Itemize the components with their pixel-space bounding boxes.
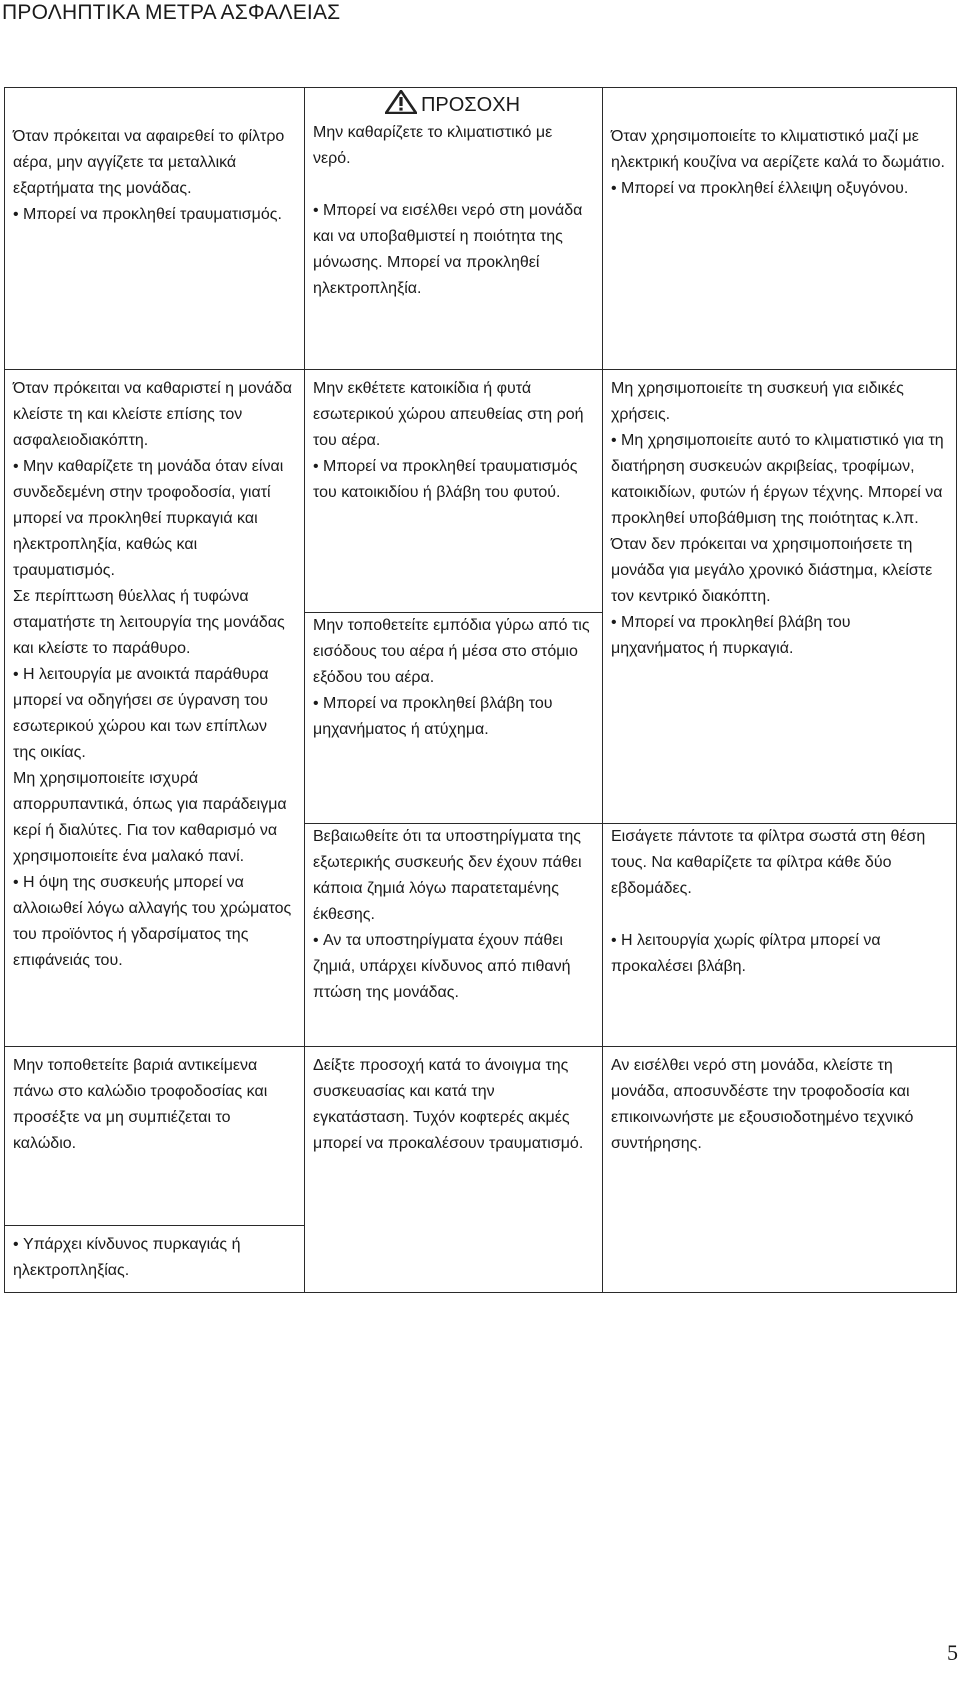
cell-text: Όταν χρησιμοποιείτε το κλιματιστικό μαζί με ηλεκτρική κουζίνα να αερίζετε καλά το δωμάτιο. [611, 128, 945, 171]
table-cell [5, 370, 305, 1047]
cell-text: Αν εισέλθει νερό στη μονάδα, κλείστε τη μονάδα, αποσυνδέστε την τροφοδοσία και επικοινωνήστε με εξουσιοδοτημένο τεχνικό συντήρησης. [611, 1057, 914, 1152]
cell-text: Όταν πρόκειται να αφαιρεθεί το φίλτρο αέρα, μην αγγίζετε τα μεταλλικά εξαρτήματα της μονάδας. [13, 128, 285, 197]
warning-label: ΠΡΟΣΟΧΗ [420, 94, 521, 116]
table-cell [5, 88, 305, 370]
table-cell [305, 824, 603, 1047]
table-cell [305, 1047, 603, 1293]
cell-text: Μην καθαρίζετε το κλιματιστικό με νερό. [313, 124, 553, 167]
cell-text: Βεβαιωθείτε ότι τα υποστηρίγματα της εξωτερικής συσκευής δεν έχουν πάθει κάποια ζημιά λόγω παρατεταμένης έκθεσης. [313, 828, 582, 923]
table-row [5, 1047, 957, 1226]
safety-table [4, 87, 957, 1293]
cell-bullet: • Αν τα υποστηρίγματα έχουν πάθει ζημιά, υπάρχει κίνδυνος από πιθανή πτώση της μονάδας. [313, 928, 592, 1006]
cell-bullet: • Μπορεί να προκληθεί βλάβη του μηχανήματος ή ατύχημα. [313, 691, 592, 743]
table-row [5, 88, 957, 370]
cell-text: Δείξτε προσοχή κατά το άνοιγμα της συσκευασίας και κατά την εγκατάσταση. Τυχόν κοφτερές ακμές μπορεί να προκαλέσουν τραυματισμό. [313, 1057, 584, 1152]
table-cell [603, 88, 957, 370]
cell-text: Μην τοποθετείτε εμπόδια γύρω από τις εισόδους του αέρα ή μέσα στο στόμιο εξόδου του αέρα. [313, 617, 590, 686]
cell-text: Όταν δεν πρόκειται να χρησιμοποιήσετε τη μονάδα για μεγάλο χρονικό διάστημα, κλείστε τον κεντρικό διακόπτη. [611, 536, 933, 605]
table-cell [5, 1047, 305, 1226]
table-cell [305, 88, 603, 370]
table-cell [5, 1226, 305, 1293]
cell-text: Σε περίπτωση θύελλας ή τυφώνα σταματήστε τη λειτουργία της μονάδας και κλείστε το παράθυρο. [13, 588, 285, 657]
cell-bullet: • Υπάρχει κίνδυνος πυρκαγιάς ή ηλεκτροπληξίας. [13, 1232, 294, 1284]
cell-bullet: • Μπορεί να εισέλθει νερό στη μονάδα και να υποβαθμιστεί η ποιότητα της μόνωσης. Μπορεί να προκληθεί ηλεκτροπληξία. [313, 198, 592, 302]
cell-bullet: • Μην καθαρίζετε τη μονάδα όταν είναι συνδεδεμένη στην τροφοδοσία, γιατί μπορεί να προκληθεί πυρκαγιά και ηλεκτροπληξία, καθώς και τραυματισμός. [13, 454, 294, 584]
table-row [5, 370, 957, 613]
table-cell [305, 613, 603, 824]
cell-text: Μη χρησιμοποιείτε τη συσκευή για ειδικές χρήσεις. [611, 380, 904, 423]
warning-triangle-icon [385, 94, 421, 116]
table-cell [603, 1047, 957, 1293]
table-cell [603, 370, 957, 824]
page-number: 5 [947, 1640, 958, 1665]
cell-bullet: • Μπορεί να προκληθεί βλάβη του μηχανήματος ή πυρκαγιά. [611, 610, 946, 662]
cell-text: Όταν πρόκειται να καθαριστεί η μονάδα κλείστε τη και κλείστε επίσης τον ασφαλειοδιακόπτη. [13, 380, 292, 449]
cell-bullet: • Μπορεί να προκληθεί τραυματισμός. [13, 202, 294, 228]
cell-bullet: • Η λειτουργία με ανοικτά παράθυρα μπορεί να οδηγήσει σε ύγρανση του εσωτερικού χώρου και των επίπλων της οικίας. [13, 662, 294, 766]
cell-bullet: • Μη χρησιμοποιείτε αυτό το κλιματιστικό για τη διατήρηση συσκευών ακριβείας, τροφίμων, κατοικιδίων, φυτών ή έργων τέχνης. Μπορεί να προκληθεί υποβάθμιση της ποιότητας κ.λπ. [611, 428, 946, 532]
page-title: ΠΡΟΛΗΠΤΙΚΑ ΜΕΤΡΑ ΑΣΦΑΛΕΙΑΣ [2, 1, 341, 24]
cell-text: Μην εκθέτετε κατοικίδια ή φυτά εσωτερικού χώρου απευθείας στη ροή του αέρα. [313, 380, 584, 449]
cell-bullet: • Η όψη της συσκευής μπορεί να αλλοιωθεί λόγω αλλαγής του χρώματος του προϊόντος ή γδαρσίματος της επιφάνειάς του. [13, 870, 294, 974]
cell-bullet: • Η λειτουργία χωρίς φίλτρα μπορεί να προκαλέσει βλάβη. [611, 928, 946, 980]
cell-text: Μην τοποθετείτε βαριά αντικείμενα πάνω στο καλώδιο τροφοδοσίας και προσέξτε να μη συμπιέζεται το καλώδιο. [13, 1057, 268, 1152]
cell-text: Εισάγετε πάντοτε τα φίλτρα σωστά στη θέση τους. Να καθαρίζετε τα φίλτρα κάθε δύο εβδομάδες. [611, 828, 926, 897]
table-cell [305, 370, 603, 613]
cell-bullet: • Μπορεί να προκληθεί τραυματισμός του κατοικιδίου ή βλάβη του φυτού. [313, 454, 592, 506]
warning-header [313, 90, 592, 120]
cell-text: Μη χρησιμοποιείτε ισχυρά απορρυπαντικά, όπως για παράδειγμα κερί ή διαλύτες. Για τον καθαρισμό να χρησιμοποιείτε ένα μαλακό πανί. [13, 770, 287, 865]
table-cell [603, 824, 957, 1047]
cell-bullet: • Μπορεί να προκληθεί έλλειψη οξυγόνου. [611, 176, 946, 202]
